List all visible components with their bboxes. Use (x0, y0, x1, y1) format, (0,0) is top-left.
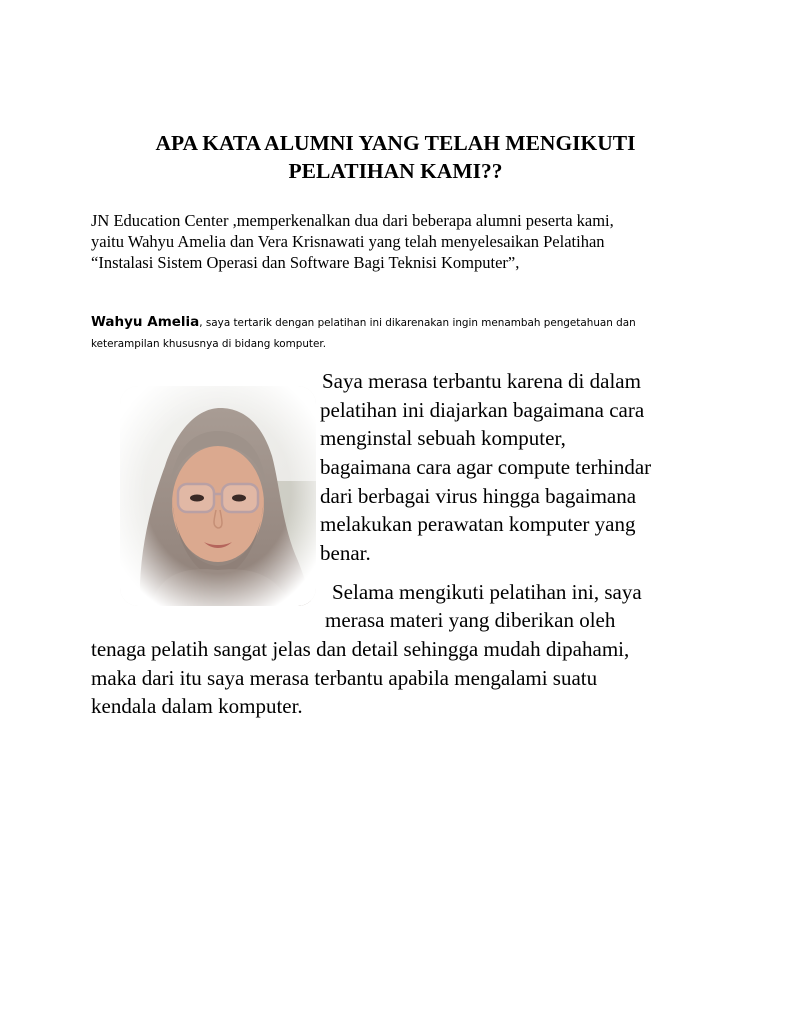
alumni-statement (91, 312, 731, 355)
alumni-name: Wahyu Amelia (91, 314, 200, 330)
intro-line-3: “Instalasi Sistem Operasi dan Software Bagi Teknisi Komputer”, (91, 253, 520, 272)
testimonial-line-3: menginstal sebuah komputer, (320, 426, 566, 450)
testimonial-line-7: benar. (320, 541, 371, 565)
testimonial-line-2: pelatihan ini diajarkan bagaimana cara (320, 398, 645, 422)
testimonial-line-12: kendala dalam komputer. (91, 694, 303, 718)
intro-line-1: JN Education Center ,memperkenalkan dua dari beberapa alumni peserta kami, (91, 211, 614, 230)
testimonial-line-8: Selama mengikuti pelatihan ini, saya (332, 580, 642, 604)
alumni-statement-text-1: , saya tertarik dengan pelatihan ini dikarenakan ingin menambah pengetahuan dan (199, 317, 636, 329)
alumni-statement-line-2: keterampilan khususnya di bidang komputer. (91, 338, 327, 350)
page-title-line-1: APA KATA ALUMNI YANG TELAH MENGIKUTI (155, 131, 636, 155)
testimonial-line-1: Saya merasa terbantu karena di dalam (322, 369, 641, 393)
testimonial-line-6: melakukan perawatan komputer yang (320, 512, 636, 536)
testimonial-line-4: bagaimana cara agar compute terhindar (320, 455, 652, 479)
alumni-statement-line-1 (91, 312, 731, 334)
intro-line-2: yaitu Wahyu Amelia dan Vera Krisnawati yang telah menyelesaikan Pelatihan (91, 232, 605, 251)
testimonial-line-10: tenaga pelatih sangat jelas dan detail sehingga mudah dipahami, (91, 637, 630, 661)
intro-paragraph (91, 210, 731, 273)
testimonial-line-11: maka dari itu saya merasa terbantu apabila mengalami suatu (91, 666, 598, 690)
page-title-line-2: PELATIHAN KAMI?? (288, 159, 503, 183)
testimonial-line-9: merasa materi yang diberikan oleh (325, 608, 616, 632)
alumni-photo (120, 386, 316, 606)
page-title (60, 129, 731, 185)
testimonial-line-5: dari berbagai virus hingga bagaimana (320, 484, 637, 508)
